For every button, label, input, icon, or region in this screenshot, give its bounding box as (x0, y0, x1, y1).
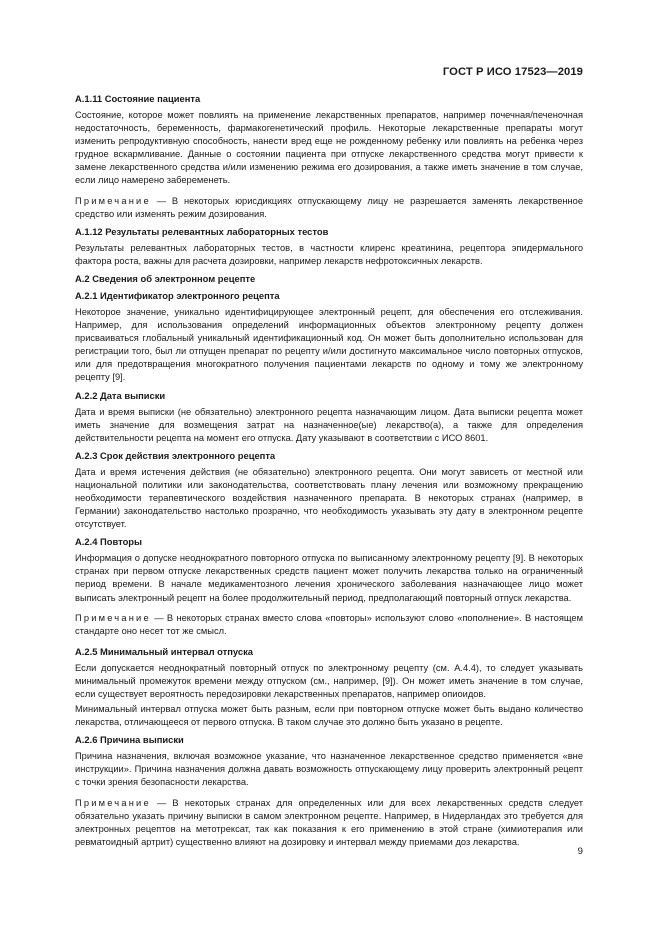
section-heading: А.2.2 Дата выписки (75, 389, 166, 401)
section-heading: А.2.5 Минимальный интервал отпуска (75, 645, 254, 657)
document-body (75, 92, 583, 855)
section-paragraph: Дата и время истечения действия (не обязательно) электронного рецепта. Они могут зависеть от местной или национальной политики или законодательства, соответствовать плану лечения или возможному прекращению необходимости терапевтического воздействия назначенного препарата. В некоторых странах (например, в Германии) законодательство настолько прозрачно, что необходимость указывать эту дату в электронном рецепте отсутствует. (75, 466, 583, 530)
section-paragraph: Состояние, которое может повлиять на применение лекарственных препаратов, например почечная/печеночная недостаточность, беременность, фармакогенетический профиль. Некоторые лекарственные препараты могут изменить репродуктивную способность, нанести вред еще не рожденному ребенку или повлиять на ребенка через грудное вскармливание. Данные о состоянии пациента при отпуске лекарственного средства могут привести к замене лекарственного средства и/или изменению режима его дозирования, а также иметь значение в том случае, если лицо намерено забеременеть. (75, 110, 583, 186)
section-paragraph: Причина назначения, включая возможное указание, что назначенное лекарственное средство применяется «вне инструкции». Причина назначения должна давать возможность отпускающему лицу проверить электронный рецепт с точки зрения безопасности лекарства. (75, 751, 583, 788)
section-a-2 (75, 272, 583, 285)
note-text: — В некоторых юрисдикциях отпускающему лицу не разрешается заменять лекарственное средство или изменять режим дозирования. (75, 195, 583, 219)
section-a-2-2 (75, 389, 583, 445)
note-label: Примечание (75, 612, 151, 623)
section-note (75, 612, 583, 638)
note-label: Примечание (75, 195, 151, 206)
section-heading: А.1.11 Состояние пациента (75, 93, 201, 104)
section-paragraph: Дата и время выписки (не обязательно) электронного рецепта назначающим лицом. Дата выписки рецепта может иметь значение для возмещения затрат на назначенное(ые) лекарство(а), а также для определения действительности рецепта на момент его отпуска. Дату указывают в соответствии с ИСО 8601. (75, 406, 583, 443)
section-heading: А.2 Сведения об электронном рецепте (75, 272, 256, 284)
section-heading: А.2.3 Срок действия электронного рецепта (75, 449, 276, 461)
section-heading: А.2.1 Идентификатор электронного рецепта (75, 289, 280, 301)
section-paragraph: Если допускается неоднократный повторный отпуск по электронному рецепту (см. А.4.4), то следует указывать минимальный промежуток времени между отпуском (см., например, [9]). Он может иметь значение в том случае, если существует вероятность передозировки лекарственных препаратов, например опиоидов. (75, 662, 583, 699)
section-paragraph: Результаты релевантных лабораторных тестов, в частности клиренс креатинина, рецептора эпидермального фактора роста, важны для расчета дозировки, например лекарств нефротоксичных лекарств. (75, 242, 583, 266)
section-a-2-5 (75, 645, 583, 729)
section-a-1-12 (75, 225, 583, 268)
standard-id-header: ГОСТ Р ИСО 17523—2019 (442, 66, 583, 78)
section-paragraph: Информация о допуске неоднократного повторного отпуска по выписанному электронному рецепту [9]. В некоторых странах при первом отпуске лекарственных средств пациент может получить лекарства только на ограниченный период времени. В начале медикаментозного лечения хронического заболевания назначающее лицо может выписать электронный рецепт на более продолжительный период, предполагающий повторный отпуск лекарства. (75, 553, 583, 603)
section-a-2-6 (75, 733, 583, 849)
page-number: 9 (577, 846, 583, 857)
section-heading: А.1.12 Результаты релевантных лабораторных тестов (75, 225, 329, 237)
note-text: — В некоторых странах вместо слова «повторы» используют слово «пополнение». В настоящем стандарте оно несет тот же смысл. (75, 612, 583, 636)
section-a-2-4 (75, 535, 583, 638)
section-a-2-3 (75, 449, 583, 531)
section-heading: А.2.4 Повторы (75, 536, 143, 548)
note-label: Примечание (75, 797, 151, 808)
section-a-1-11 (75, 92, 583, 221)
section-paragraph: Некоторое значение, уникально идентифицирующее электронный рецепт, для обеспечения его отслеживания. Например, для использования определений информационных объектов электронному рецепту должен присваиваться глобальный уникальный идентификационный код. Он может быть дополнительно использован для регистрации того, был ли отпущен препарат по рецепту и/или достигнуто максимальное число повторных отпусков, или для предотвращения многократного получения пациентами лекарств по одному и тому же электронному рецепту [9]. (75, 306, 583, 383)
section-note (75, 797, 583, 849)
section-heading: А.2.6 Причина выписки (75, 734, 184, 746)
section-paragraph: Минимальный интервал отпуска может быть разным, если при повторном отпуске может быть выдано количество лекарства, отличающееся от первого отпуска. В таком случае это должно быть указано в рецепте. (75, 704, 583, 728)
section-a-2-1 (75, 289, 583, 385)
note-text: — В некоторых странах для определенных или для всех лекарственных средств следует обязательно указать причину выписки в самом электронном рецепте. Например, в Нидерландах это требуется для электронных рецептов на метотрексат, так как показания к его применению в этой стране (химиотерапия или ревматоидный артрит) существенно влияют на дозировку и интервал между приемами доз лекарства. (75, 797, 583, 847)
section-note (75, 195, 583, 221)
